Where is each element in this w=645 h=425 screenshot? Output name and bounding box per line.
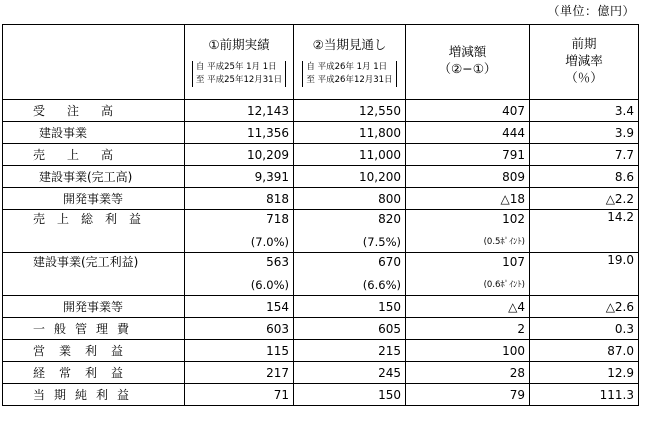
label-sales: 売上高 [33,148,136,162]
sales-construction-prev: 9,391 [185,166,294,188]
sales-development-diff: △18 [406,188,530,210]
header-prev-from: 自 平成25年 1月 1日 [195,62,277,72]
gp-development-diff: △4 [406,296,530,318]
row-sga [3,318,639,340]
ordinary-curr: 245 [294,362,406,384]
header-blank [3,25,185,100]
gp-development-prev: 154 [185,296,294,318]
gp-construction-diff-pt: (0.6ﾎﾟｲﾝﾄ) [483,280,525,290]
label-sga: 一般管理費 [33,322,139,336]
gp-construction-prev-pct: (6.0%) [250,278,289,292]
row-orders-construction [3,122,639,144]
sales-diff: 791 [406,144,530,166]
label-gp-development: 開発事業等 [63,300,124,314]
row-operating-income [3,340,639,362]
header-rate-line1: 前期 [571,36,597,51]
label-sales-construction: 建設事業(完工高) [39,170,133,184]
gross-profit-diff: 102 [502,212,525,226]
orders-rate: 3.4 [530,100,639,122]
orders-diff: 407 [406,100,530,122]
header-prev-to: 至 平成25年12月31日 [195,75,283,85]
header-rate-line3: （％） [565,70,603,85]
row-ordinary-income [3,362,639,384]
net-diff: 79 [406,384,530,406]
header-curr-from: 自 平成26年 1月 1日 [306,62,388,72]
orders-curr: 12,550 [294,100,406,122]
header-curr-to: 至 平成26年12月31日 [306,75,393,85]
header-curr-title: ②当期見通し [312,37,387,52]
sales-rate: 7.7 [530,144,639,166]
label-gross-profit: 売上総利益 [33,212,154,226]
operating-rate: 87.0 [530,340,639,362]
header-row [3,25,639,100]
label-orders: 受注高 [33,104,136,118]
sales-prev: 10,209 [185,144,294,166]
header-diff [406,25,530,100]
header-curr-forecast [294,25,406,100]
operating-prev: 115 [185,340,294,362]
ordinary-diff: 28 [406,362,530,384]
gp-development-curr: 150 [294,296,406,318]
sales-development-prev: 818 [185,188,294,210]
gross-profit-curr-pct: (7.5%) [362,235,401,249]
gross-profit-prev-pct: (7.0%) [250,235,289,249]
gp-construction-curr-pct: (6.6%) [362,278,401,292]
gross-profit-prev: 718 [266,212,289,226]
sga-diff: 2 [406,318,530,340]
orders-prev: 12,143 [185,100,294,122]
orders-construction-curr: 11,800 [294,122,406,144]
row-gp-construction [3,253,639,296]
ordinary-prev: 217 [185,362,294,384]
sales-development-rate: △2.2 [530,188,639,210]
gp-construction-rate: 19.0 [530,253,639,296]
operating-curr: 215 [294,340,406,362]
unit-label: （単位：億円） [547,4,635,18]
row-gross-profit [3,210,639,253]
financial-forecast-table [2,24,639,406]
net-prev: 71 [185,384,294,406]
orders-construction-prev: 11,356 [185,122,294,144]
gp-construction-prev: 563 [266,255,289,269]
label-net-income: 当期純利益 [33,388,139,402]
gross-profit-rate: 14.2 [530,210,639,253]
header-rate-line2: 増減率 [565,53,603,68]
gp-development-rate: △2.6 [530,296,639,318]
header-rate [530,25,639,100]
label-gp-construction: 建設事業(完工利益) [33,255,139,269]
sales-construction-curr: 10,200 [294,166,406,188]
sales-construction-diff: 809 [406,166,530,188]
sales-curr: 11,000 [294,144,406,166]
row-sales-development [3,188,639,210]
net-curr: 150 [294,384,406,406]
row-sales [3,144,639,166]
label-sales-development: 開発事業等 [63,192,124,206]
sga-prev: 603 [185,318,294,340]
header-prev-period [192,61,286,87]
header-prev-title: ①前期実績 [208,37,270,52]
gross-profit-curr: 820 [378,212,401,226]
row-sales-construction [3,166,639,188]
sales-development-curr: 800 [294,188,406,210]
row-orders [3,100,639,122]
row-gp-development [3,296,639,318]
label-ordinary-income: 経常利益 [33,366,138,380]
sga-curr: 605 [294,318,406,340]
label-orders-construction: 建設事業 [39,126,88,140]
operating-diff: 100 [406,340,530,362]
net-rate: 111.3 [530,384,639,406]
orders-construction-rate: 3.9 [530,122,639,144]
header-prev-actual [185,25,294,100]
row-net-income [3,384,639,406]
header-curr-period [302,61,396,87]
sales-construction-rate: 8.6 [530,166,639,188]
header-diff-line2: （②−①） [438,61,497,76]
header-diff-line1: 増減額 [448,44,487,59]
gross-profit-diff-pt: (0.5ﾎﾟｲﾝﾄ) [483,237,525,247]
sga-rate: 0.3 [530,318,639,340]
gp-construction-diff: 107 [502,255,525,269]
ordinary-rate: 12.9 [530,362,639,384]
gp-construction-curr: 670 [378,255,401,269]
orders-construction-diff: 444 [406,122,530,144]
label-operating-income: 営業利益 [33,344,138,358]
